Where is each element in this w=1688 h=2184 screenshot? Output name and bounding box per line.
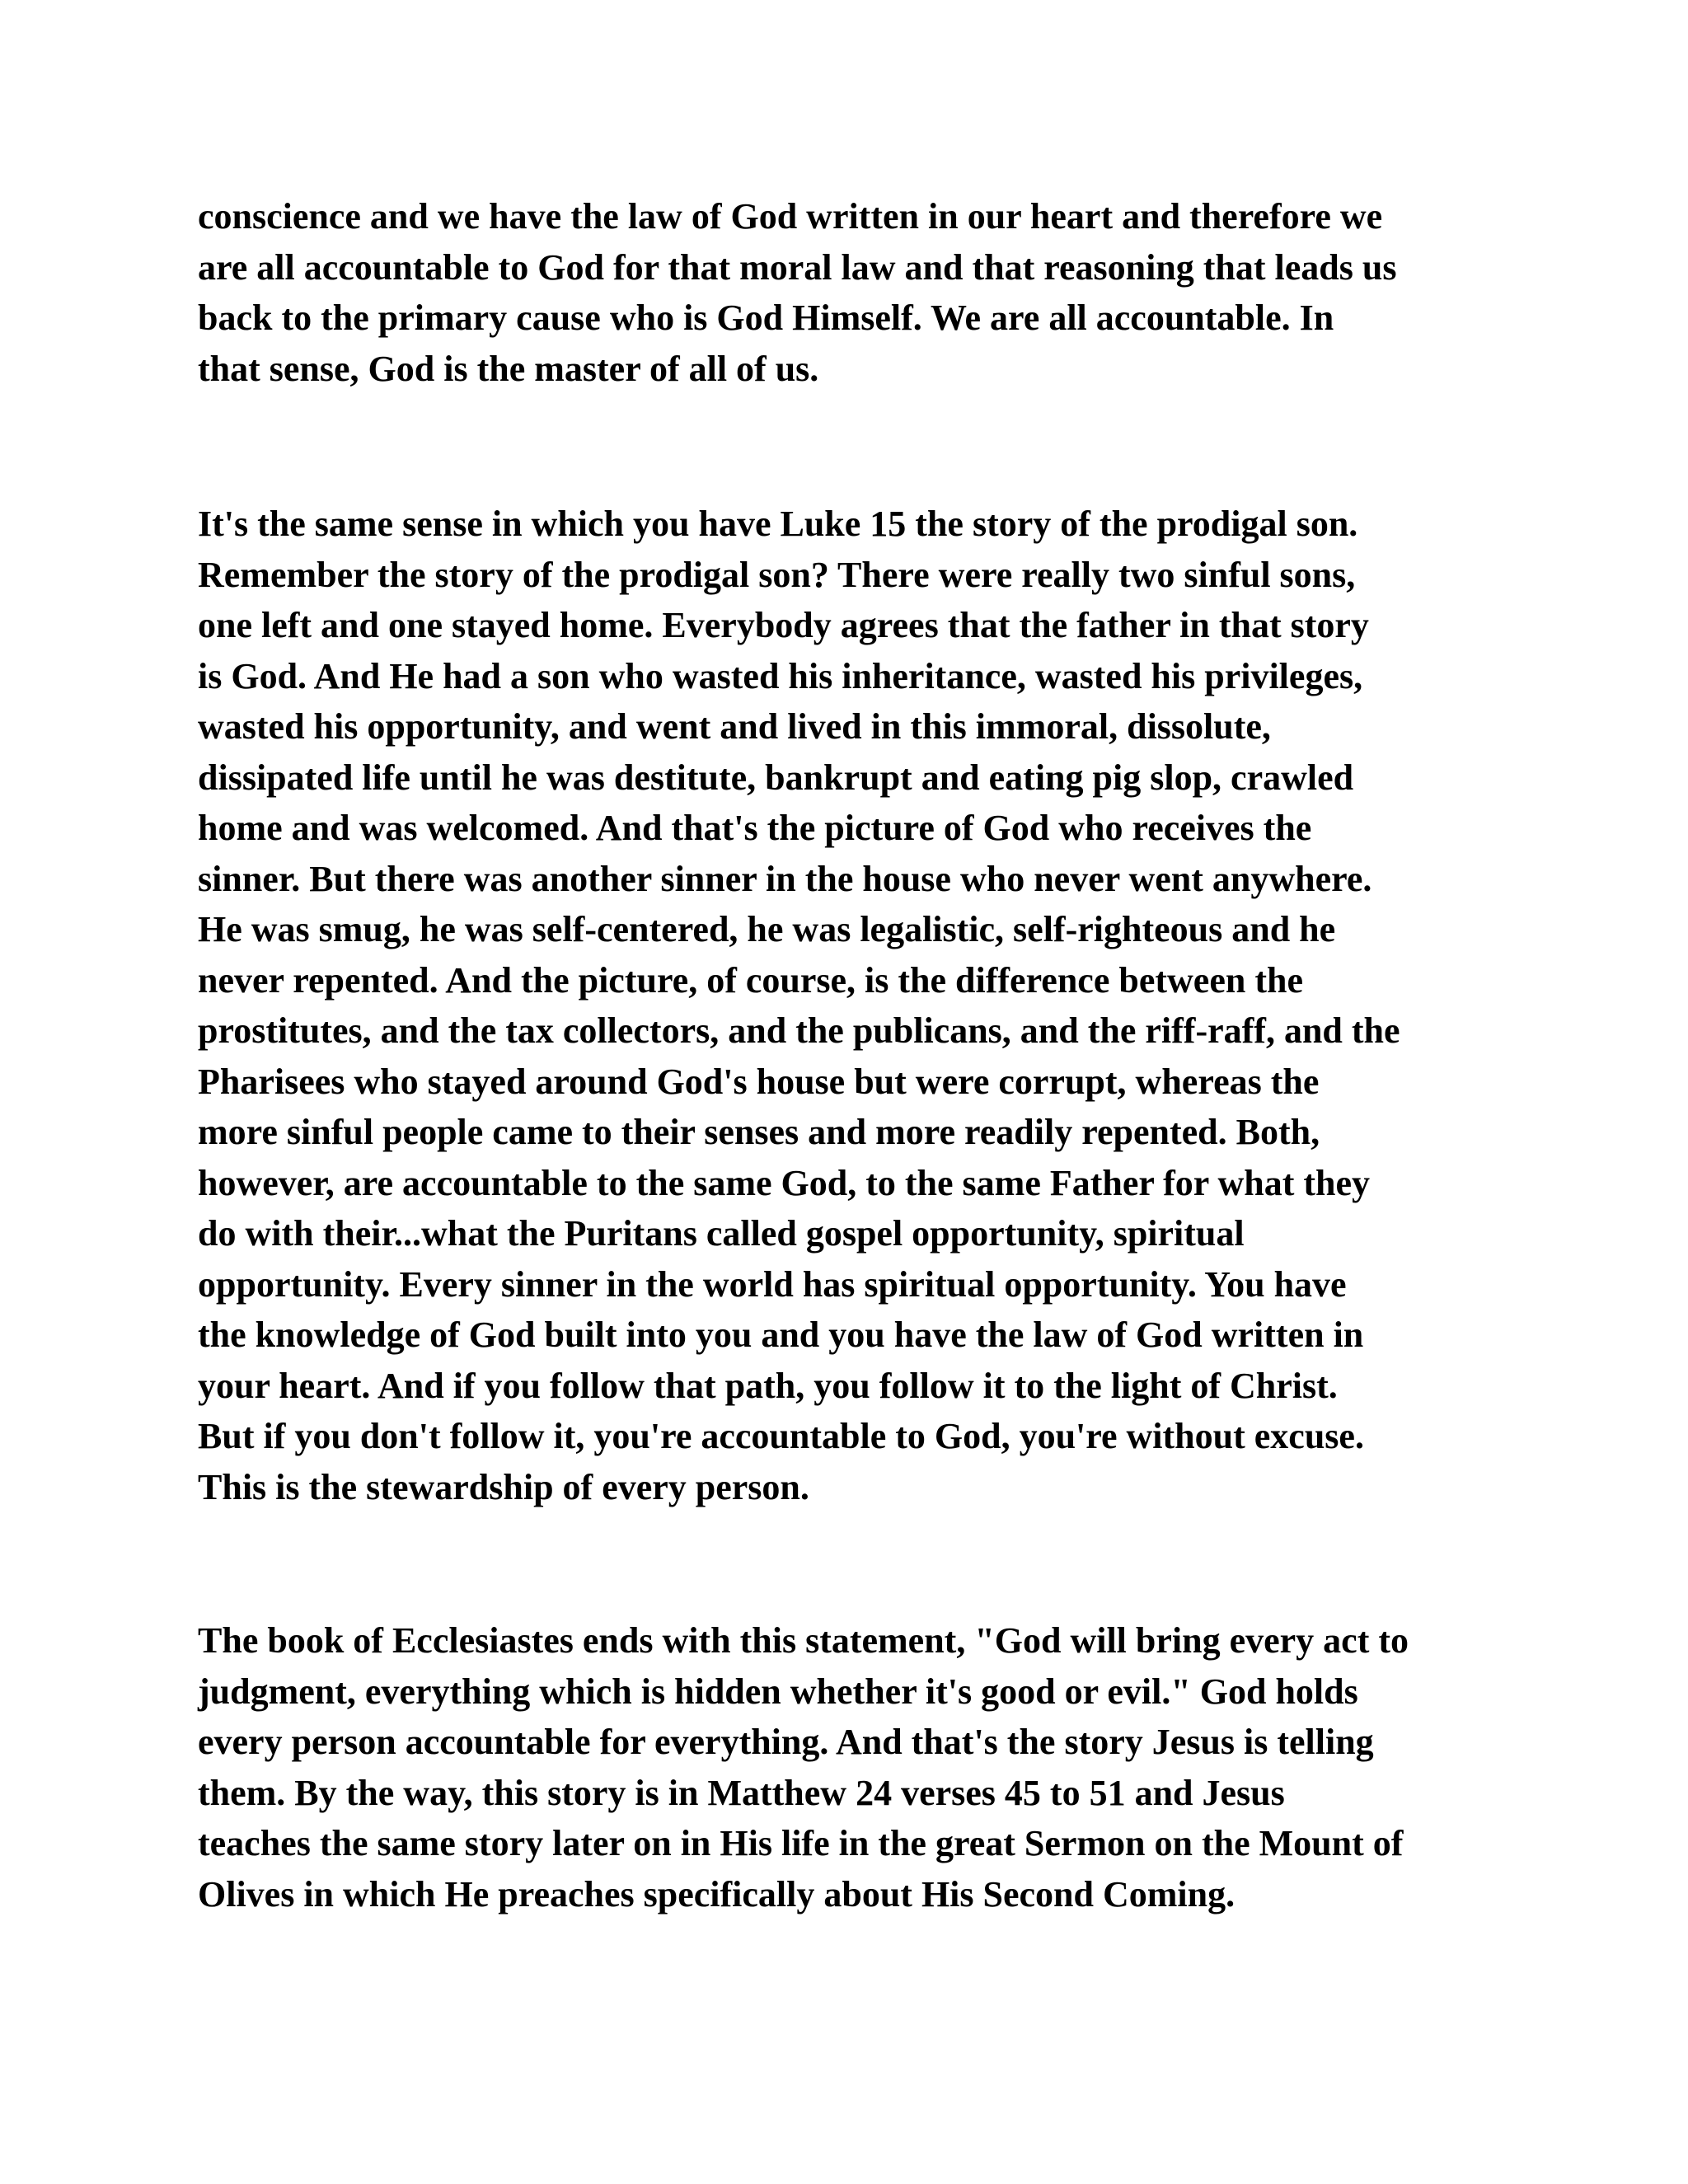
text-line: Remember the story of the prodigal son? There were really two sinful sons, (198, 554, 1356, 595)
text-line: your heart. And if you follow that path, you follow it to the light of Christ. (198, 1365, 1338, 1406)
text-line: are all accountable to God for that moral law and that reasoning that leads us (198, 246, 1397, 288)
paragraph-2 (198, 499, 1500, 1512)
text-line: one left and one stayed home. Everybody agrees that the father in that story (198, 605, 1369, 645)
text-line: But if you don't follow it, you're accountable to God, you're without excuse. (198, 1416, 1364, 1456)
text-line: is God. And He had a son who wasted his inheritance, wasted his privileges, (198, 655, 1363, 696)
text-line: conscience and we have the law of God written in our heart and therefore we (198, 196, 1383, 237)
text-line: opportunity. Every sinner in the world has spiritual opportunity. You have (198, 1263, 1347, 1305)
text-line: teaches the same story later on in His life in the great Sermon on the Mount of (198, 1823, 1404, 1863)
text-line: Olives in which He preaches specifically about His Second Coming. (198, 1873, 1236, 1915)
text-line: however, are accountable to the same God, to the same Father for what they (198, 1162, 1371, 1203)
text-line: do with their...what the Puritans called gospel opportunity, spiritual (198, 1213, 1245, 1254)
text-line: prostitutes, and the tax collectors, and the publicans, and the riff-raff, and the (198, 1010, 1400, 1051)
text-line: dissipated life until he was destitute, bankrupt and eating pig slop, crawled (198, 757, 1354, 798)
text-line: every person accountable for everything. And that's the story Jesus is telling (198, 1722, 1374, 1762)
text-line: more sinful people came to their senses and more readily repented. Both, (198, 1112, 1320, 1152)
text-line: them. By the way, this story is in Matthew 24 verses 45 to 51 and Jesus (198, 1772, 1285, 1813)
text-line: judgment, everything which is hidden whether it's good or evil." God holds (198, 1671, 1358, 1712)
text-line: The book of Ecclesiastes ends with this statement, "God will bring every act to (198, 1620, 1409, 1661)
text-line: that sense, God is the master of all of us. (198, 348, 819, 389)
text-line: wasted his opportunity, and went and lived in this immoral, dissolute, (198, 706, 1271, 747)
text-line: back to the primary cause who is God Himself. We are all accountable. In (198, 298, 1334, 338)
text-line: This is the stewardship of every person. (198, 1466, 809, 1507)
text-line: He was smug, he was self-centered, he was legalistic, self-righteous and he (198, 909, 1336, 949)
text-line: Pharisees who stayed around God's house but were corrupt, whereas the (198, 1061, 1320, 1102)
text-line: never repented. And the picture, of course, is the difference between the (198, 959, 1303, 1001)
text-line: It's the same sense in which you have Luke 15 the story of the prodigal son. (198, 504, 1358, 544)
text-line: the knowledge of God built into you and you have the law of God written in (198, 1315, 1364, 1355)
paragraph-3 (198, 1615, 1500, 1919)
text-line: sinner. But there was another sinner in the house who never went anywhere. (198, 858, 1372, 899)
text-line: home and was welcomed. And that's the picture of God who receives the (198, 808, 1312, 848)
paragraph-1 (198, 191, 1500, 394)
